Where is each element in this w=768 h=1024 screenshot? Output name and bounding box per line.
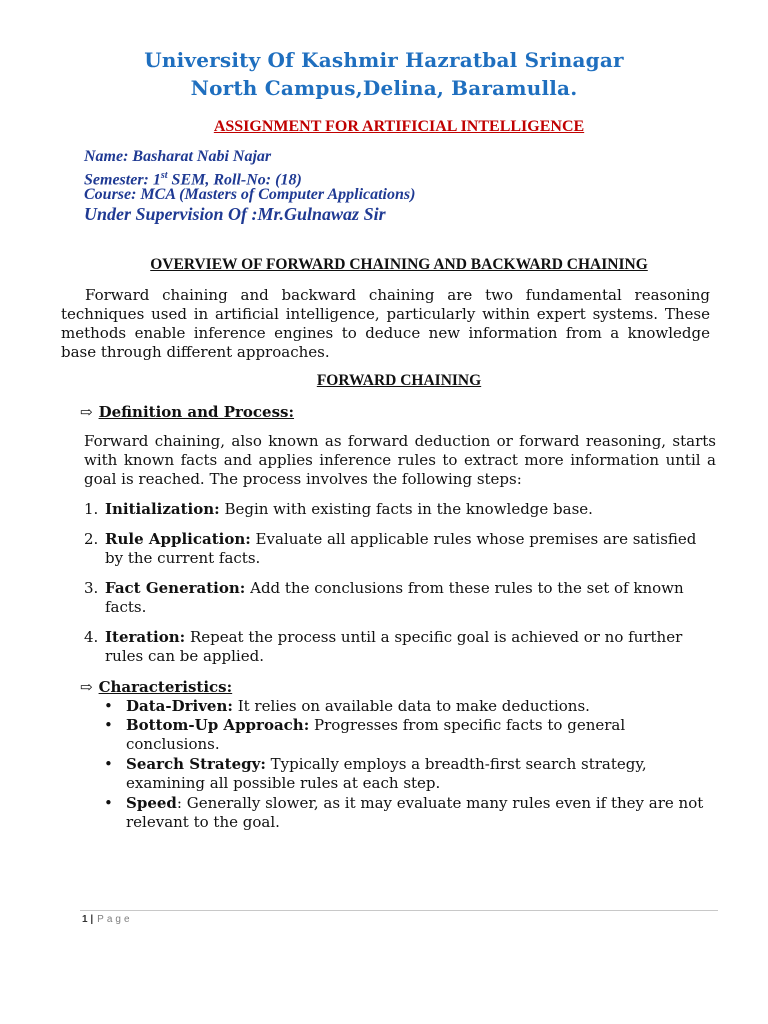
overview-heading: OVERVIEW OF FORWARD CHAINING AND BACKWARD CHAINING	[150, 256, 648, 273]
footer-divider	[80, 910, 718, 911]
bullet-icon: •	[104, 755, 113, 773]
list-item: 2. Rule Application: Evaluate all applicable rules whose premises are satisfied by the current facts.	[84, 530, 697, 567]
student-name: Name: Basharat Nabi Najar	[84, 148, 272, 165]
bullet-icon: •	[104, 697, 113, 715]
characteristics-heading: ⇨ Characteristics:	[80, 678, 233, 696]
list-item: • Search Strategy: Typically employs a breadth-first search strategy, examining all possible rules at each step.	[104, 755, 647, 792]
bullet-icon: •	[104, 716, 113, 734]
footer-separator: |	[90, 914, 94, 925]
page-footer	[82, 914, 133, 925]
campus-address: North Campus,Delina, Baramulla.	[190, 76, 578, 100]
student-semester: Semester: 1st SEM, Roll-No: (18)	[84, 170, 302, 189]
list-item: 4. Iteration: Repeat the process until a specific goal is achieved or no further rules can be applied.	[84, 628, 683, 665]
right-arrow-icon: ⇨	[80, 678, 93, 696]
list-item: • Bottom-Up Approach: Progresses from specific facts to general conclusions.	[104, 716, 626, 753]
page-label: Page	[97, 914, 133, 925]
supervisor: Under Supervision Of :Mr.Gulnawaz Sir	[84, 204, 386, 224]
definition-heading: ⇨ Definition and Process:	[80, 403, 295, 421]
page-number: 1	[82, 914, 88, 925]
overview-paragraph: Forward chaining and backward chaining are two fundamental reasoning techniques used in artificial intelligence, particularly within expert systems. These methods enable inference engines to deduce new information from a knowledge base through different approaches.	[61, 286, 710, 361]
definition-paragraph: Forward chaining, also known as forward deduction or forward reasoning, starts with known facts and applies inference rules to extract more information until a goal is reached. The process involves the following steps:	[84, 432, 716, 488]
list-item: • Data-Driven: It relies on available data to make deductions.	[104, 697, 590, 715]
list-item: 3. Fact Generation: Add the conclusions from these rules to the set of known facts.	[84, 579, 684, 616]
forward-chaining-heading: FORWARD CHAINING	[316, 372, 482, 389]
assignment-title: ASSIGNMENT FOR ARTIFICIAL INTELLIGENCE	[213, 118, 585, 135]
list-item: • Speed: Generally slower, as it may evaluate many rules even if they are not relevant to the goal.	[104, 794, 704, 831]
university-name: University Of Kashmir Hazratbal Srinagar	[144, 48, 624, 72]
list-item: 1. Initialization: Begin with existing facts in the knowledge base.	[84, 500, 593, 518]
right-arrow-icon: ⇨	[80, 403, 93, 421]
bullet-icon: •	[104, 794, 113, 812]
student-course: Course: MCA (Masters of Computer Applications)	[84, 186, 416, 203]
